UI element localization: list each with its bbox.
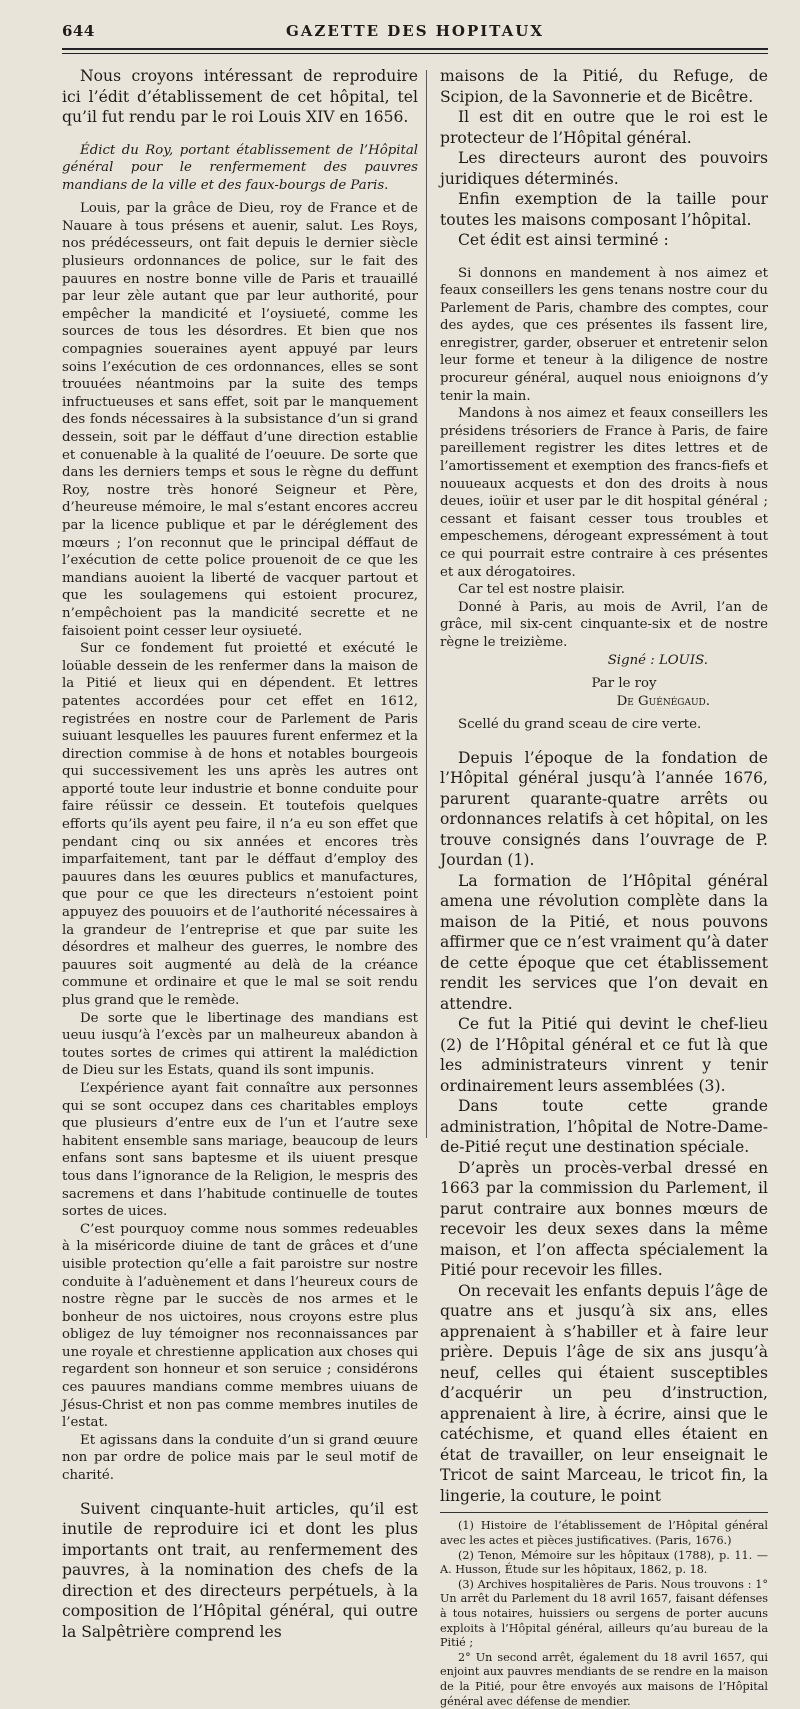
header-rule-thick xyxy=(62,48,768,50)
footnotes xyxy=(440,1519,768,1709)
edict-paragraph-3: De sorte que le libertinage des mandians est ueuu iusqu’à l’excès par un malheureux abandon à toutes sortes de crimes qui attirent la malédiction de Dieu sur les Estats, quand ils sont impunis. xyxy=(62,1010,418,1079)
footnote-4: 2° Un second arrêt, également du 18 avril 1657, qui enjoint aux pauvres mendiants de se rendre en la maison de la Pitié, pour être envoyés aux maisons de l’Hôpital général avec défense de mendier. xyxy=(440,1650,768,1708)
continuation-paragraph: maisons de la Pitié, du Refuge, de Scipion, de la Savonnerie et de Bicêtre. xyxy=(440,67,768,106)
directors-paragraph: Les directeurs auront des pouvoirs juridiques déterminés. xyxy=(440,149,768,188)
edict-paragraph-1: Louis, par la grâce de Dieu, roy de France et de Nauare à tous présens et auenir, salut. Les Roys, nos prédécesseurs, ont fait depuis le dernier siècle plusieurs ordonnances de police, sur le fait des pauures en nostre bonne ville de Paris et trauaillé par leur zèle autant que par leur authorité, pour empêcher la mandicité et l’oysiueté, comme les sources de tous les désordres. Et bien que nos compagnies soueraines ayent appuyé par leurs soins l’exécution de ces ordonnances, elles se sont trouuées néantmoins par la suite des temps infructueuses et sans effet, soit par le manquement des fonds nécessaires à la subsistance d’un si grand dessein, soit par le déffaut d’une direction establie et conuenable à la qualité de l’oeuure. De sorte que dans les derniers temps et sous le règne du deffunt Roy, nostre très honoré Seigneur et Père, d’heureuse mémoire, le mal s’estant encores accreu par la licence publique et par le déréglement des mœurs ; l’on reconnut que le principal déffaut de l’exécution de cette police prouenoit de ce que les mandians auoient la liberté de vacquer partout et que les soulagemens qui estoient procurez, n’empêchoient pas la mandicité secrette et ne faisoient point cesser leur oysiueté. xyxy=(62,201,418,639)
given-paragraph: Donné à Paris, au mois de Avril, l’an de grâce, mil six-cent cinquante-six et de nostre règne le treizième. xyxy=(440,599,768,650)
seal-line: Scellé du grand sceau de cire verte. xyxy=(458,717,702,733)
summary-paragraph: Suivent cinquante-huit articles, qu’il est inutile de reproduire ici et dont les plus importants ont trait, au renfermement des pauvres, à la nomination des chefs de la direction et des directeurs perpétuels, à la composition de l’Hôpital général, qui outre la Salpêtrière comprend les xyxy=(62,1499,418,1641)
page-header xyxy=(62,22,768,44)
column-separator xyxy=(426,70,427,1138)
mandate-paragraph-1: Si donnons en mandement à nos aimez et feaux conseillers les gens tenans nostre cour du Parlement de Paris, chambre des comptes, cour des aydes, que ces présentes ils fassent lire, enregistrer, garder, obseruer et entretenir selon leur forme et teneur à la diligence de nostre procureur général, auquel nous enioignons d’y tenir la main. xyxy=(440,265,768,404)
right-column xyxy=(440,66,768,1709)
footnote-1: (1) Histoire de l’établissement de l’Hôpital général avec les actes et pièces justificatives. (Paris, 1676.) xyxy=(440,1519,768,1548)
edict-paragraph-2: Sur ce fondement fut proietté et exécuté le loüable dessein de les renfermer dans la maison de la Pitié et lieux qui en dépendent. Et lettres patentes accordées pour cet effet en 1612, registrées en nostre cour de Parlement de Paris suiuant lesquelles les pauures furent enfermez et la direction commise à de hons et notables bourgeois qui successivement les uns après les autres ont apporté toute leur industrie et bonne conduite pour faire réüssir ce dessein. Et toutefois quelques efforts qu’ils ayent peu faire, il n’a eu son effet que pendant cinq ou six années et encores très imparfaitement, tant par le déffaut d’employ des pauures dans les œuures publics et manufactures, que pour ce que les directeurs n’estoient point appuyez des pouuoirs et de l’authorité nécessaires à la grandeur de l’entreprise et que par suite les désordres et malheur des guerres, le nombre des pauures soit augmenté au delà de la créance commune et ordinaire et que le mal se soit rendu plus grand que le remède. xyxy=(62,641,418,1008)
running-title: GAZETTE DES HOPITAUX xyxy=(285,22,544,40)
left-column xyxy=(62,66,418,1642)
footnote-2: (2) Tenon, Mémoire sur les hôpitaux (1788), p. 11. — A. Husson, Étude sur les hôpitaux, 1862, p. 18. xyxy=(440,1548,768,1577)
edict-paragraph-6: Et agissans dans la conduite d’un si grand œuure non par ordre de police mais par le seul motif de charité. xyxy=(62,1432,418,1484)
exemption-paragraph: Enfin exemption de la taille pour toutes les maisons composant l’hôpital. xyxy=(440,190,768,229)
footnote-3: (3) Archives hospitalières de Paris. Nous trouvons : 1° Un arrêt du Parlement du 18 avril 1657, faisant défenses à tous notaires, huissiers ou sergens de porter aucuns exploits à l’Hôpital général, ailleurs qu’au bureau de la Pitié ; xyxy=(440,1577,768,1650)
header-rule-thin xyxy=(62,53,768,54)
history-paragraph-3: Ce fut la Pitié qui devint le chef-lieu (2) de l’Hôpital général et ce fut là que les administrateurs vinrent y tenir ordinairement leurs assemblées (3). xyxy=(440,1015,768,1095)
history-paragraph-1: Depuis l’époque de la fondation de l’Hôpital général jusqu’à l’année 1676, parurent quarante-quatre arrêts ou ordonnances relatifs à cet hôpital, on les trouve consignés dans l’ouvrage de P. Jourdan (1). xyxy=(440,748,768,870)
history-paragraph-5: D’après un procès-verbal dressé en 1663 par la commission du Parlement, il parut contraire aux bonnes mœurs de recevoir les deux sexes dans la même maison, et l’on affecta spécialement la Pitié pour recevoir les filles. xyxy=(440,1158,768,1280)
edict-title: Édict du Roy, portant établissement de l’Hôpital général pour le renfermement des pauvres mandians de la ville et des faux-bourgs de Paris. xyxy=(62,142,418,193)
history-paragraph-4: Dans toute cette grande administration, l’hôpital de Notre-Dame-de-Pitié reçut une destination spéciale. xyxy=(440,1097,768,1157)
pleasure-line: Car tel est nostre plaisir. xyxy=(458,582,625,598)
history-paragraph-6: On recevait les enfants depuis l’âge de quatre ans et jusqu’à six ans, elles apprenaient à s’habiller et à faire leur prière. Depuis l’âge de six ans jusqu’à neuf, celles qui étaient susceptibles d’acquérir un peu d’instruction, apprenaient à lire, à écrire, ainsi que le catéchisme, et quand elles étaient en état de travailler, on leur enseignait le Tricot de saint Marceau, le tricot fin, la lingerie, la couture, le point xyxy=(440,1281,768,1505)
mandate-paragraph-2: Mandons à nos aimez et feaux conseillers les présidens trésoriers de France à Paris, de faire pareillement registrer les dites lettres et de l’amortissement et exemption des francs-fiefs et nouueaux acquests et don des droits à nous deues, ioüir et user par le dit hospital général ; cessant et faisant cesser tous troubles et empeschemens, dérogeant expressément à tout ce qui pourrait estre contraire à ces présentes et aux dérogatoires. xyxy=(440,406,768,580)
ending-intro: Cet édit est ainsi terminé : xyxy=(458,231,669,249)
par-le-roy-line: Par le roy xyxy=(591,676,657,692)
edict-paragraph-5: C’est pourquoy comme nous sommes redeuables à la miséricorde diuine de tant de grâces et d’une uisible protection qu’elle a fait paroistre sur nostre conduite à l’aduènement et dans l’heureux cours de nostre règne par le succès de nos armes et le bonheur de nos uictoires, nous croyons estre plus obligez de luy témoigner nos reconnaissances par une royale et chrestienne application aux choses qui regardent son honneur et son seruice ; considérons ces pauures mandians comme membres uiuans de Jésus-Christ et non pas comme membres inutiles de l’estat. xyxy=(62,1221,418,1431)
signature-line: Signé : LOUIS. xyxy=(607,652,708,668)
page-number: 644 xyxy=(62,22,95,40)
countersigner: De Guénégaud. xyxy=(616,693,710,709)
protector-paragraph: Il est dit en outre que le roi est le protecteur de l’Hôpital général. xyxy=(440,108,768,147)
history-paragraph-2: La formation de l’Hôpital général amena une révolution complète dans la maison de la Pitié, et nous pouvons affirmer que ce n’est vraiment qu’à dater de cette époque que cet établissement rendit les services que l’on devait en attendre. xyxy=(440,871,768,1013)
edict-paragraph-4: L’expérience ayant fait connaître aux personnes qui se sont occupez dans ces charitables employs que plusieurs d’entre eux de l’un et l’autre sexe habitent ensemble sans mariage, beaucoup de leurs enfans sont sans baptesme et ils uiuent presque tous dans l’ignorance de la Religion, le mespris des sacremens et dans l’habitude continuelle de toutes sortes de uices. xyxy=(62,1080,418,1220)
intro-paragraph: Nous croyons intéressant de reproduire ici l’édit d’établissement de cet hôpital, tel qu’il fut rendu par le roi Louis XIV en 1656. xyxy=(62,67,418,126)
footnote-rule xyxy=(440,1512,768,1513)
